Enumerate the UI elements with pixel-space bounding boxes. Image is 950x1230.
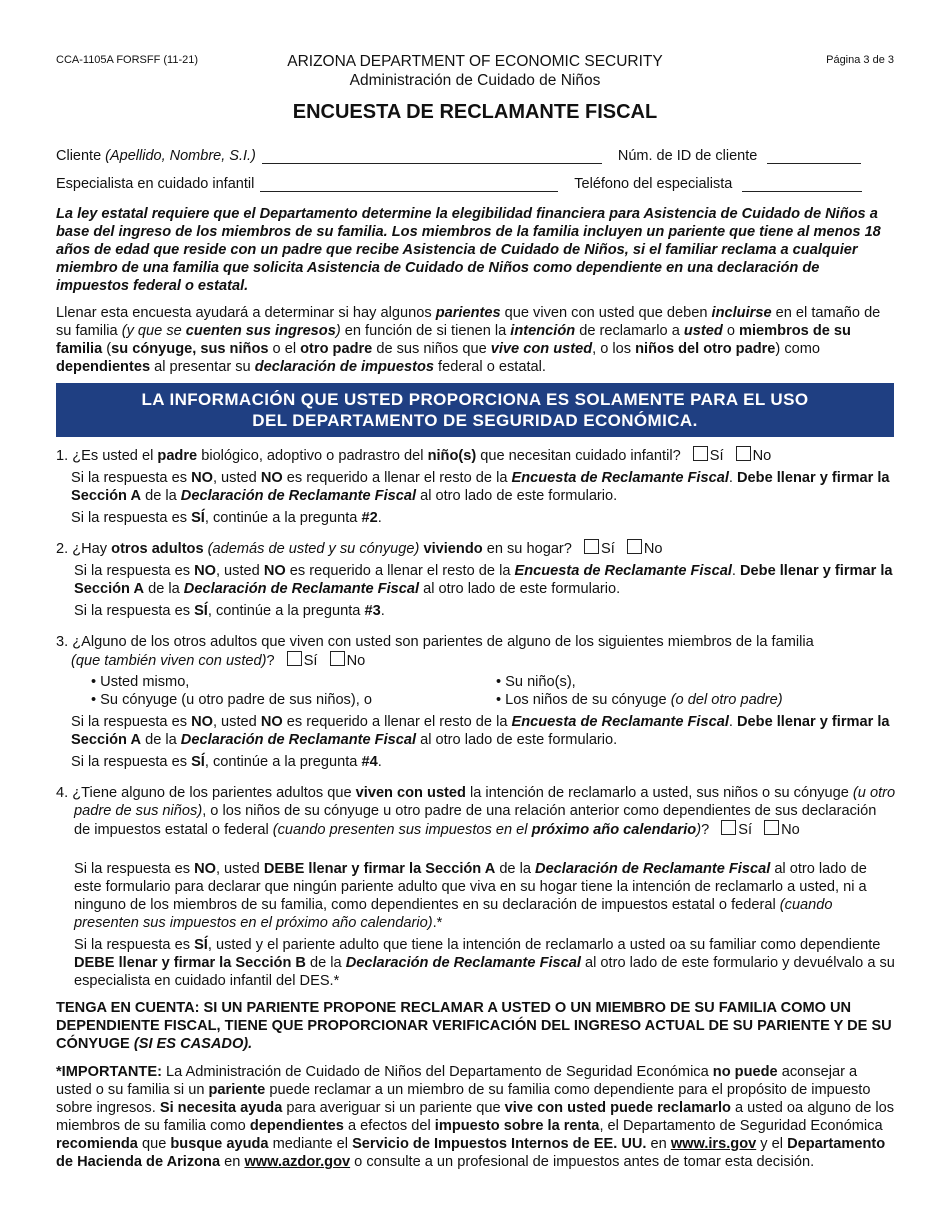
form-id: CCA-1105A FORSFF (11-21) — [56, 54, 199, 66]
q3-yes-checkbox[interactable] — [287, 651, 302, 666]
client-name-field[interactable] — [262, 149, 602, 164]
q3-no-label: No — [346, 653, 366, 669]
question-4: 4. ¿Tiene alguno de los parientes adultos que viven con usted la intención de reclamarlo a usted, sus niños o su cónyuge (u otro padre de sus niños), o los niños de su cónyuge u otro padre de una relación anterior como dependientes de sus declaración de impuestos estatal o federal (cuando presenten sus impuestos en el próximo año calendario)? Sí No — [56, 785, 896, 838]
q2-yes-label: Sí — [600, 541, 615, 557]
client-id-field[interactable] — [767, 149, 861, 164]
specialist-name-field[interactable] — [260, 177, 558, 192]
q3-bullet-self: • Usted mismo, — [91, 674, 190, 690]
division-name: Administración de Cuidado de Niños — [349, 72, 601, 89]
q2-yes-checkbox[interactable] — [584, 539, 599, 554]
agency-header — [0, 52, 950, 90]
specialist-phone-label: Teléfono del especialista — [574, 176, 733, 192]
q4-no-label: No — [781, 822, 800, 838]
specialist-label: Especialista en cuidado infantil — [56, 176, 255, 192]
page-title: ENCUESTA DE RECLAMANTE FISCAL — [292, 101, 658, 123]
q2-no-checkbox[interactable] — [627, 539, 642, 554]
question-1: 1. ¿Es usted el padre biológico, adoptivo o padrastro del niño(s) que necesitan cuidado infantil? Sí No — [56, 448, 772, 464]
info-banner — [56, 383, 894, 437]
important-notice: *IMPORTANTE: La Administración de Cuidado de Niños del Departamento de Seguridad Económica no puede aconsejar a usted o su familia si un pariente puede reclamar a un miembro de su familia como dependiente para el propósito de impuesto sobre ingresos. Si necesita ayuda para averiguar si un pariente que vive con usted puede reclamarlo a usted oa alguno de los miembros de su familia como dependientes a efectos del impuesto sobre la renta, el Departamento de Seguridad Económica recomienda que busque ayuda mediante el Servicio de Impuestos Internos de EE. UU. en www.irs.gov y el Departamento de Hacienda de Arizona en www.azdor.gov o consulte a un profesional de impuestos antes de tomar esta decisión. — [56, 1064, 895, 1170]
client-hint: (Apellido, Nombre, S.I.) — [105, 148, 256, 164]
q1-yes-label: Sí — [709, 448, 724, 464]
q2-yes-instruction: Si la respuesta es SÍ, continúe a la pregunta #3. — [74, 603, 385, 619]
q3-bullet-children: • Su niño(s), — [496, 674, 576, 690]
q3-no-checkbox[interactable] — [330, 651, 345, 666]
q1-yes-instruction: Si la respuesta es SÍ, continúe a la pregunta #2. — [71, 510, 382, 526]
q2-no-label: No — [643, 541, 663, 557]
q1-yes-checkbox[interactable] — [693, 446, 708, 461]
banner-line-1: LA INFORMACIÓN QUE USTED PROPORCIONA ES SOLAMENTE PARA EL USO — [141, 390, 809, 409]
page-number: Página 3 de 3 — [826, 54, 894, 66]
q4-yes-checkbox[interactable] — [721, 820, 736, 835]
law-notice: La ley estatal requiere que el Departamento determine la elegibilidad financiera para Asistencia de Cuidado de Niños a base del ingreso de los miembros de su familia. Los miembros de la familia incluyen un pariente que tiene al menos 18 años de edad que reside con un padre que recibe Asistencia de Cuidado de Niños, si el familiar reclama a cualquier miembro de una familia que solicita Asistencia de Cuidado de Niños como dependiente en una declaración de impuestos federal o estatal. — [56, 206, 881, 294]
q2-no-instruction: Si la respuesta es NO, usted NO es requerido a llenar el resto de la Encuesta de Reclamante Fiscal. Debe llenar y firmar la Sección A de la Declaración de Reclamante Fiscal al otro lado de este formulario. — [74, 563, 893, 597]
client-id-label: Núm. de ID de cliente — [617, 148, 758, 164]
q4-yes-label: Sí — [738, 822, 753, 838]
agency-name: ARIZONA DEPARTMENT OF ECONOMIC SECURITY — [287, 53, 663, 70]
azdor-link[interactable]: www.azdor.gov — [244, 1154, 351, 1170]
client-label: Cliente — [56, 148, 102, 164]
irs-link[interactable]: www.irs.gov — [670, 1136, 757, 1152]
q3-no-instruction: Si la respuesta es NO, usted NO es requerido a llenar el resto de la Encuesta de Reclamante Fiscal. Debe llenar y firmar la Sección A de la Declaración de Reclamante Fiscal al otro lado de este formulario. — [71, 714, 890, 748]
specialist-row — [56, 176, 894, 192]
q3-bullet-spouse-children: • Los niños de su cónyuge (o del otro padre) — [496, 692, 783, 708]
q3-yes-instruction: Si la respuesta es SÍ, continúe a la pregunta #4. — [71, 754, 382, 770]
specialist-phone-field[interactable] — [742, 177, 862, 192]
client-row — [56, 148, 894, 164]
q4-no-instruction: Si la respuesta es NO, usted DEBE llenar y firmar la Sección A de la Declaración de Reclamante Fiscal al otro lado de este formulario para declarar que ningún pariente adulto que viva en su hogar tiene la intención de reclamarlo a usted, ni a ninguno de los miembros de su familia, como dependientes en su declaración de impuestos estatal o federal (cuando presenten sus impuestos en el próximo año calendario).* — [74, 861, 867, 931]
intro-paragraph: Llenar esta encuesta ayudará a determinar si hay algunos parientes que viven con usted que deben incluirse en el tamaño de su familia (y que se cuenten sus ingresos) en función de si tienen la intención de reclamarlo a usted o miembros de su familia (su cónyuge, sus niños o el otro padre de sus niños que vive con usted, o los niños del otro padre) como dependientes al presentar su declaración de impuestos federal o estatal. — [56, 305, 881, 375]
q3-bullet-spouse: • Su cónyuge (u otro padre de sus niños), o — [91, 692, 372, 708]
note-verification: TENGA EN CUENTA: SI UN PARIENTE PROPONE RECLAMAR A USTED O UN MIEMBRO DE SU FAMILIA COMO UN DEPENDIENTE FISCAL, TIENE QUE PROPORCIONAR VERIFICACIÓN DEL INGRESO ACTUAL DE SU PARIENTE Y DE SU CÓNYUGE (SI ES CASADO). — [56, 1000, 892, 1052]
q1-no-instruction: Si la respuesta es NO, usted NO es requerido a llenar el resto de la Encuesta de Reclamante Fiscal. Debe llenar y firmar la Sección A de la Declaración de Reclamante Fiscal al otro lado de este formulario. — [71, 470, 890, 504]
question-3: 3. ¿Alguno de los otros adultos que viven con usted son parientes de alguno de los siguientes miembros de la familia (que también viven con usted)? Sí No — [56, 634, 814, 669]
q4-no-checkbox[interactable] — [764, 820, 779, 835]
question-2: 2. ¿Hay otros adultos (además de usted y su cónyuge) viviendo en su hogar? Sí No — [56, 541, 663, 557]
banner-line-2: DEL DEPARTAMENTO DE SEGURIDAD ECONÓMICA. — [252, 411, 698, 430]
q4-yes-instruction: Si la respuesta es SÍ, usted y el pariente adulto que tiene la intención de reclamarlo a usted oa su familiar como dependiente DEBE llenar y firmar la Sección B de la Declaración de Reclamante Fiscal al otro lado de este formulario y devuélvalo a su especialista en cuidado infantil del DES.* — [74, 937, 895, 989]
q3-yes-label: Sí — [303, 653, 318, 669]
q1-no-label: No — [752, 448, 772, 464]
q1-no-checkbox[interactable] — [736, 446, 751, 461]
